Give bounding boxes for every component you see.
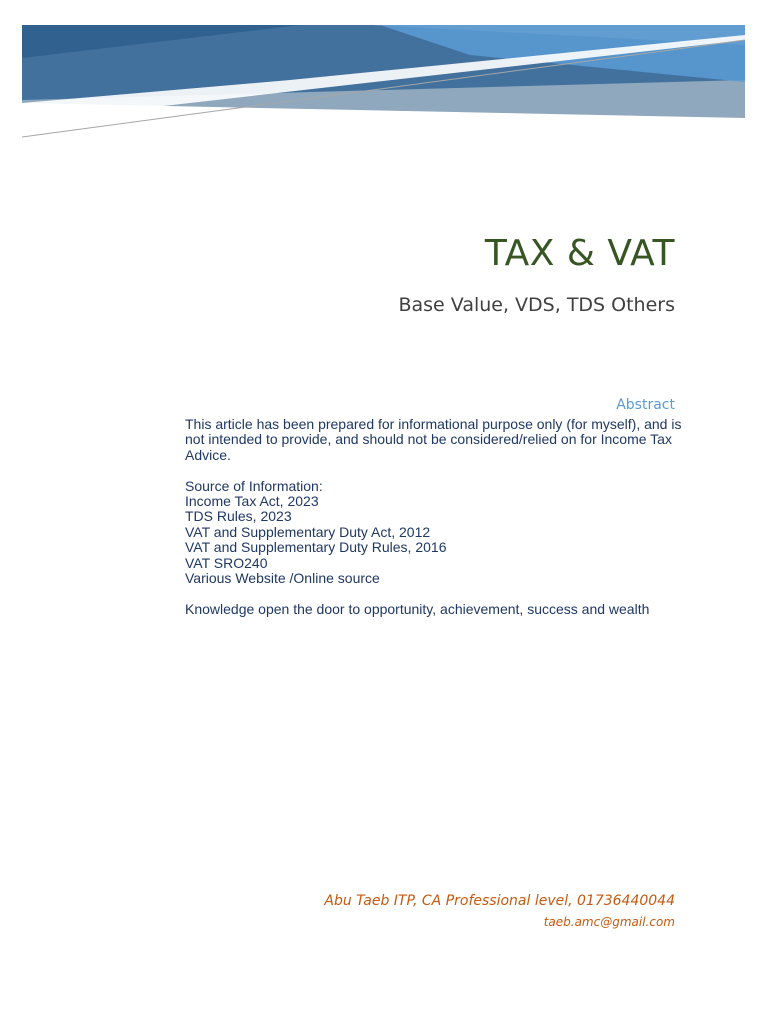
header-banner xyxy=(0,0,768,150)
document-title: TAX & VAT xyxy=(484,233,675,274)
sources-label: Source of Information: xyxy=(185,477,323,494)
abstract-quote: Knowledge open the door to opportunity, achievement, success and wealth xyxy=(185,600,650,617)
source-item: Various Website /Online source xyxy=(185,570,380,587)
author-email: taeb.amc@gmail.com xyxy=(543,915,675,929)
author-line: Abu Taeb ITP, CA Professional level, 01736440044 xyxy=(324,893,675,909)
source-item: VAT SRO240 xyxy=(185,554,268,571)
source-item: VAT and Supplementary Duty Act, 2012 xyxy=(185,523,431,540)
document-subtitle: Base Value, VDS, TDS Others xyxy=(398,294,675,316)
source-item: TDS Rules, 2023 xyxy=(185,508,292,525)
paragraph-spacer xyxy=(185,586,683,601)
source-item: VAT and Supplementary Duty Rules, 2016 xyxy=(185,539,447,556)
paragraph-spacer xyxy=(185,463,683,478)
source-item: Income Tax Act, 2023 xyxy=(185,493,319,510)
abstract-intro: This article has been prepared for informational purpose only (for myself), and is not intended to provide, and should not be considered/relied on for Income Tax Advice. xyxy=(185,416,682,463)
abstract-body xyxy=(185,417,683,617)
abstract-heading: Abstract xyxy=(616,397,675,413)
